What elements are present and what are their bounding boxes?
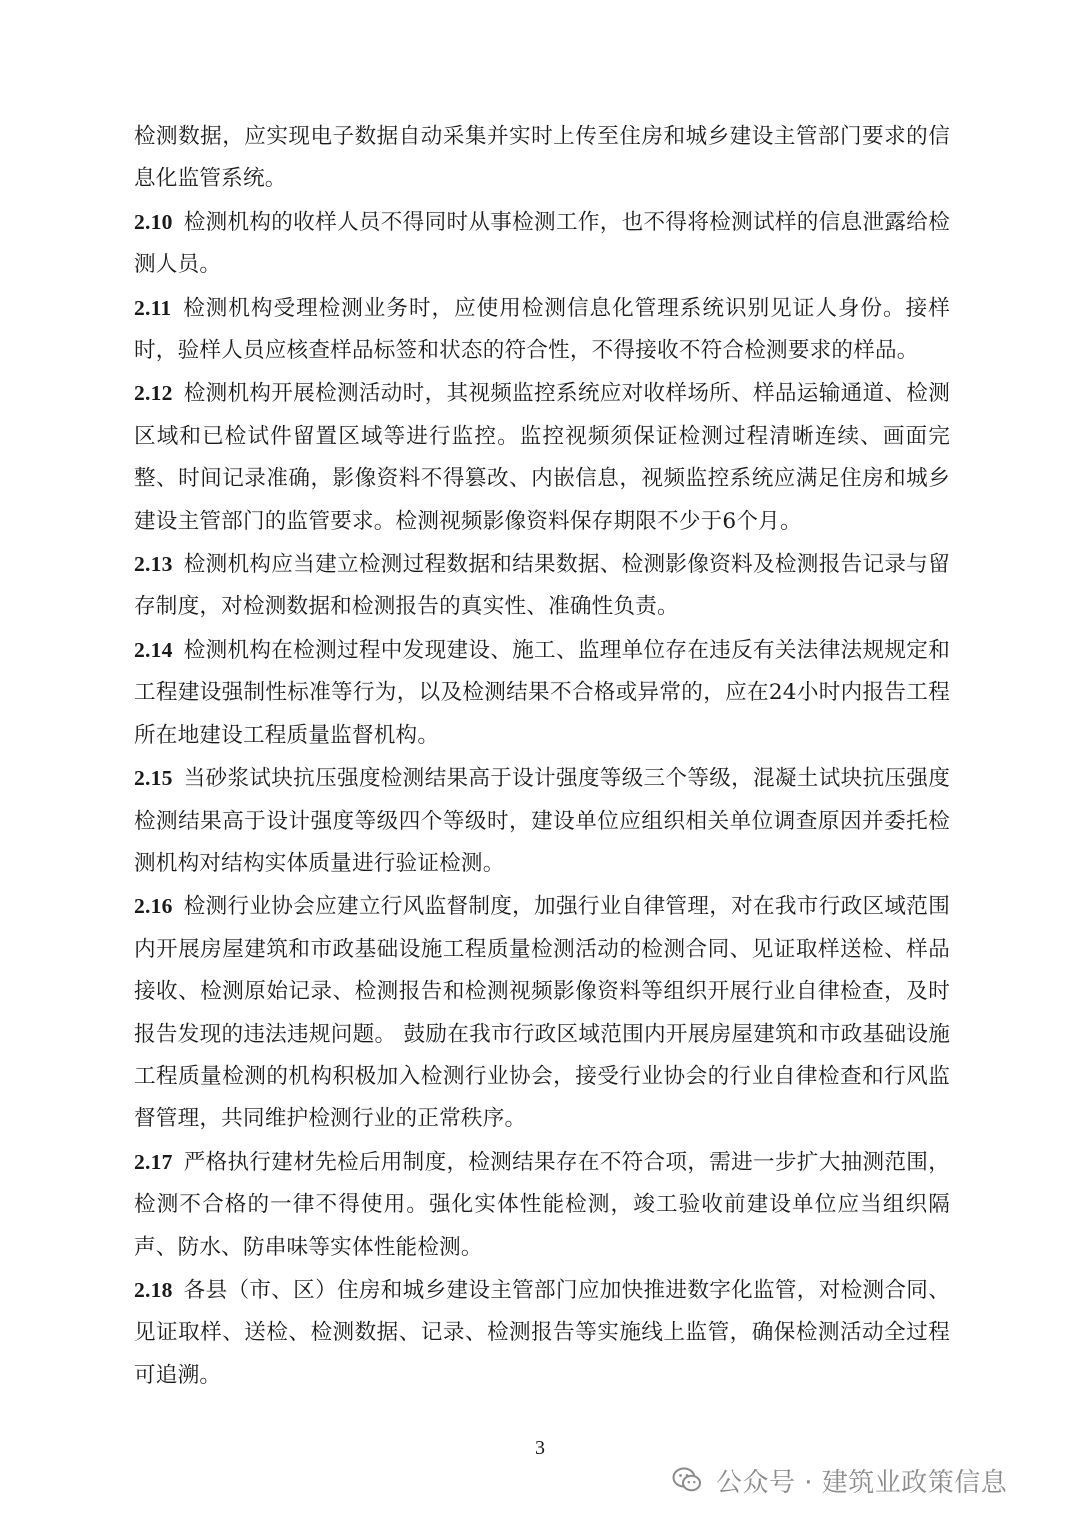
- paragraph-continuation: [134, 116, 950, 201]
- clause-text: 各县（市、区）住房和城乡建设主管部门应加快推进数字化监管，对检测合同、见证取样、送检、检测数据、记录、检测报告等实施线上监管，确保检测活动全过程可追溯。: [134, 1277, 950, 1388]
- clause-2-13: [134, 543, 950, 629]
- wechat-icon: [672, 1465, 702, 1495]
- clause-2-10: [134, 201, 950, 287]
- clause-text: 检测机构的收样人员不得同时从事检测工作，也不得将检测试样的信息泄露给检测人员。: [134, 209, 950, 278]
- watermark-text: 公众号 · 建筑业政策信息: [716, 1467, 1008, 1498]
- clause-text: 当砂浆试块抗压强度检测结果高于设计强度等级三个等级，混凝土试块抗压强度检测结果高于设计强度等级四个等级时，建设单位应组织相关单位调查原因并委托检测机构对结构实体质量进行验证检测。: [134, 766, 950, 876]
- clause-number: 2.15: [134, 766, 173, 791]
- clause-2-14: [134, 629, 950, 757]
- page-number: 3: [535, 1437, 545, 1459]
- clause-text: 检测机构应当建立检测过程数据和结果数据、检测影像资料及检测报告记录与留存制度，对检测数据和检测报告的真实性、准确性负责。: [134, 552, 950, 620]
- clause-2-18: [134, 1269, 950, 1397]
- clause-text: 严格执行建材先检后用制度，检测结果存在不符合项，需进一步扩大抽测范围，检测不合格的一律不得使用。强化实体性能检测，竣工验收前建设单位应当组织隔声、防水、防串味等实体性能检测。: [134, 1149, 950, 1260]
- clause-2-15: [134, 757, 950, 885]
- clause-number: 2.13: [134, 552, 173, 577]
- watermark: [672, 1460, 1007, 1500]
- clause-number: 2.14: [134, 637, 173, 662]
- paragraph-text: 检测数据，应实现电子数据自动采集并实时上传至住房和城乡建设主管部门要求的信息化监管系统。: [134, 124, 950, 192]
- clause-number: 2.12: [134, 381, 173, 406]
- clause-2-17: [134, 1141, 950, 1269]
- clause-text: 检测机构在检测过程中发现建设、施工、监理单位存在违反有关法律法规规定和工程建设强制性标准等行为，以及检测结果不合格或异常的，应在24小时内报告工程所在地建设工程质量监督机构。: [134, 637, 950, 748]
- clause-2-12: [134, 372, 950, 543]
- clause-number: 2.16: [134, 894, 173, 919]
- clause-text: 检测行业协会应建立行风监督制度，加强行业自律管理，对在我市行政区域范围内开展房屋建筑和市政基础设施工程质量检测活动的检测合同、见证取样送检、样品接收、检测原始记录、检测报告和检测视频影像资料等组织开展行业自律检查，及时报告发现的违法违规问题。 鼓励在我市行政区域范围内开展房屋建筑和市政基础设施工程质量检测的机构积极加入检测行业协会，接受行业协会的行业自律检查和行风监督管理，共同维护检测行业的正常秩序。: [134, 894, 950, 1132]
- clause-2-16: [134, 885, 950, 1140]
- clause-number: 2.18: [134, 1277, 173, 1302]
- clause-2-11: [134, 287, 950, 373]
- clause-number: 2.11: [134, 295, 172, 320]
- clause-number: 2.10: [134, 209, 173, 234]
- document-body: [134, 116, 950, 1397]
- clause-text: 检测机构开展检测活动时，其视频监控系统应对收样场所、样品运输通道、检测区域和已检试件留置区域等进行监控。监控视频须保证检测过程清晰连续、画面完整、时间记录准确，影像资料不得篡改、内嵌信息，视频监控系统应满足住房和城乡建设主管部门的监管要求。检测视频影像资料保存期限不少于6个月。: [134, 381, 950, 534]
- clause-number: 2.17: [134, 1149, 173, 1174]
- clause-text: 检测机构受理检测业务时，应使用检测信息化管理系统识别见证人身份。接样时，验样人员应核查样品标签和状态的符合性，不得接收不符合检测要求的样品。: [134, 295, 950, 364]
